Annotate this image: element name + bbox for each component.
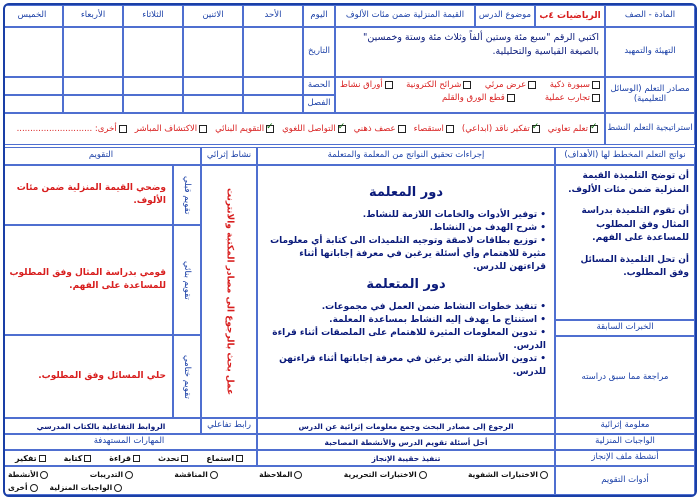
resource-item[interactable]: تجارب عملية <box>545 93 600 103</box>
resources-label: مصادر التعلم (الوسائل التعليمية) <box>605 77 695 113</box>
eval-type-label: تقويم قبلي <box>182 175 192 215</box>
eval-text: حلي المسائل وفق المطلوب. <box>3 335 173 418</box>
resource-item[interactable]: شرائح الكترونية <box>406 80 471 90</box>
strategy-item[interactable]: عصف ذهني <box>354 124 406 134</box>
enrichment-text: عمل بحث بالرجوع الى مصادر المكتبة والانترنت <box>224 187 235 396</box>
day-tuesday: الثلاثاء <box>123 5 183 27</box>
sources-label: معلومة إثرائية <box>555 418 695 434</box>
link-text: الروابط التفاعلية بالكتاب المدرسي <box>3 418 201 434</box>
session-cell[interactable] <box>63 77 123 95</box>
eval-text: وضحي القيمة المنزلية ضمن مئات الألوف. <box>3 165 173 225</box>
day-sunday: الأحد <box>243 5 303 27</box>
prior-label: الخبرات السابقة <box>555 320 695 336</box>
class-cell[interactable] <box>123 95 183 113</box>
class-label: الفصل <box>303 95 335 113</box>
skill-item[interactable]: استماع <box>206 454 243 463</box>
day-monday: الاثنين <box>183 5 243 27</box>
session-cell[interactable] <box>3 77 63 95</box>
date-label: التاريخ <box>303 27 335 77</box>
intro-label: التهيئة والتمهيد <box>605 27 695 77</box>
student-item: • تدوين الأسئلة التي يرغبن في معرفة إجاباتها أثناء قراءتهن للدرس. <box>266 353 546 379</box>
student-item: • تدوين المعلومات المثيرة للاهتمام على الملصقات أثناء قراءة الدرس. <box>266 327 546 353</box>
skill-item[interactable]: قراءة <box>109 454 140 463</box>
skill-item[interactable]: كتابة <box>64 454 92 463</box>
eval-type-label: تقويم بنائي <box>182 260 192 300</box>
skill-item[interactable]: تحدث <box>158 454 188 463</box>
student-item: • استنتاج ما يهدف إليه النشاط بمساعدة المعلمة. <box>266 314 546 327</box>
enrichment-header: نشاط إثرائي <box>201 147 257 165</box>
eval-type-label: تقويم ختامي <box>182 354 192 399</box>
date-cell[interactable] <box>123 27 183 77</box>
class-cell[interactable] <box>183 95 243 113</box>
teacher-item: • شرح الهدف من النشاط. <box>266 222 546 235</box>
subject-value: الرياضيات ٤ب <box>535 5 605 27</box>
outcome-item: أن توضح التلميذة القيمة المنزلية ضمن مئات الألوف. <box>568 171 689 195</box>
strategy-item[interactable]: ✓التواصل اللغوي <box>282 124 346 134</box>
strategy-item[interactable]: أخرى: ............................ <box>17 124 127 134</box>
strategy-item[interactable]: الاكتشاف المباشر <box>135 124 207 134</box>
class-cell[interactable] <box>3 95 63 113</box>
tool-item[interactable]: الاختبارات التحريرية <box>344 468 427 481</box>
achievement-label: أنشطة ملف الإنجاز <box>555 450 695 466</box>
subject-label: المادة - الصف <box>605 5 695 27</box>
session-cell[interactable] <box>243 77 303 95</box>
homework-label: الواجبات المنزلية <box>555 434 695 450</box>
strategy-list <box>3 113 605 145</box>
resource-item[interactable]: أوراق نشاط <box>340 80 393 90</box>
eval-type-cell <box>173 165 201 225</box>
teacher-item: • توفير الأدوات والخامات اللازمة للنشاط. <box>266 209 546 222</box>
date-cell[interactable] <box>243 27 303 77</box>
eval-text: قومي بدراسة المثال وفق المطلوب للمساعدة على الفهم. <box>3 225 173 335</box>
procedures-content <box>257 165 555 418</box>
eval-type-cell <box>173 225 201 335</box>
tool-item[interactable]: الملاحظة <box>259 468 302 481</box>
student-role-title: دور المتعلمة <box>366 277 446 293</box>
enrichment-cell <box>201 165 257 418</box>
evaluation-header: التقويم <box>3 147 201 165</box>
outcome-item: أن تقوم التلميذة بدراسة المثال وفق المطلوب للمساعدة على الفهم. <box>581 206 689 243</box>
date-cell[interactable] <box>3 27 63 77</box>
day-label: اليوم <box>303 5 335 27</box>
skills-label: المهارات المستهدفة <box>3 434 257 450</box>
strategy-item[interactable]: ✓تعلم تعاوني <box>548 124 598 134</box>
strategy-item[interactable]: ✓تفكير ناقد (ابداعي) <box>462 124 540 134</box>
outcomes-header: نواتج التعلم المخطط لها (الأهداف) <box>555 147 695 165</box>
tools-label: أدوات التقويم <box>555 466 695 495</box>
prior-text: مراجعة مما سبق دراسته <box>555 336 695 418</box>
procedures-header: إجراءات تحقيق النواتج من المعلمة والمتعلمة <box>257 147 555 165</box>
teacher-item: • توزيع بطاقات لاصقة وتوجيه التلميذات الى كتابة أي معلومات مثيرة للاهتمام وأي أسئلة يرغبن في معرفة إجاباتها أثناء قراءتهن للدرس. <box>266 235 546 274</box>
date-cell[interactable] <box>183 27 243 77</box>
teacher-role-title: دور المعلمة <box>368 185 444 200</box>
achievement-text: تنفيذ حقيبة الإنجاز <box>257 450 555 466</box>
skills-list <box>3 450 257 466</box>
strategy-label: استراتيجية التعلم النشط <box>605 113 695 145</box>
outcomes-list <box>555 165 695 320</box>
outcome-item: أن تحل التلميذة المسائل وفق المطلوب. <box>580 254 689 278</box>
tool-item[interactable]: التدريبات <box>90 468 133 481</box>
resource-item[interactable]: عرض مرئي <box>485 80 536 90</box>
resources-list <box>335 77 605 113</box>
tools-list <box>3 466 555 495</box>
student-item: • تنفيذ خطوات النشاط ضمن العمل في مجموعات. <box>266 301 546 314</box>
link-label: رابط تفاعلي <box>201 418 257 434</box>
homework-text: أحل أسئلة تقويم الدرس والأنشطة المصاحبة <box>257 434 555 450</box>
lesson-value: القيمة المنزلية ضمن مئات الألوف <box>335 5 475 27</box>
tool-item[interactable]: الواجبات المنزلية <box>50 481 123 494</box>
class-cell[interactable] <box>63 95 123 113</box>
date-cell[interactable] <box>63 27 123 77</box>
strategy-item[interactable]: ✓التقويم البنائي <box>215 124 274 134</box>
resource-item[interactable]: قطع الورق والقلم <box>442 93 515 103</box>
class-cell[interactable] <box>243 95 303 113</box>
strategy-item[interactable]: استقصاء <box>414 124 454 134</box>
tool-item[interactable]: أخرى <box>8 481 38 494</box>
session-cell[interactable] <box>123 77 183 95</box>
lesson-label: موضوع الدرس <box>475 5 535 27</box>
intro-text: اكتبي الرقم "سبع مئة وستين ألفاً وثلاث مئة وستة وخمسين" بالصيغة القياسية والتحليلية. <box>335 27 605 77</box>
session-cell[interactable] <box>183 77 243 95</box>
day-thursday: الخميس <box>3 5 63 27</box>
resource-item[interactable]: سبورة ذكية <box>550 80 600 90</box>
tool-item[interactable]: المناقشة <box>174 468 217 481</box>
lesson-plan-form <box>3 3 697 497</box>
tool-item[interactable]: الأنشطة <box>8 468 48 481</box>
day-wednesday: الأربعاء <box>63 5 123 27</box>
tool-item[interactable]: الاختبارات الشفوية <box>468 468 548 481</box>
session-label: الحصة <box>303 77 335 95</box>
skill-item[interactable]: تفكير <box>15 454 46 463</box>
sources-text: الرجوع إلى مصادر البحث وجمع معلومات إثرائية عن الدرس <box>257 418 555 434</box>
eval-type-cell <box>173 335 201 418</box>
